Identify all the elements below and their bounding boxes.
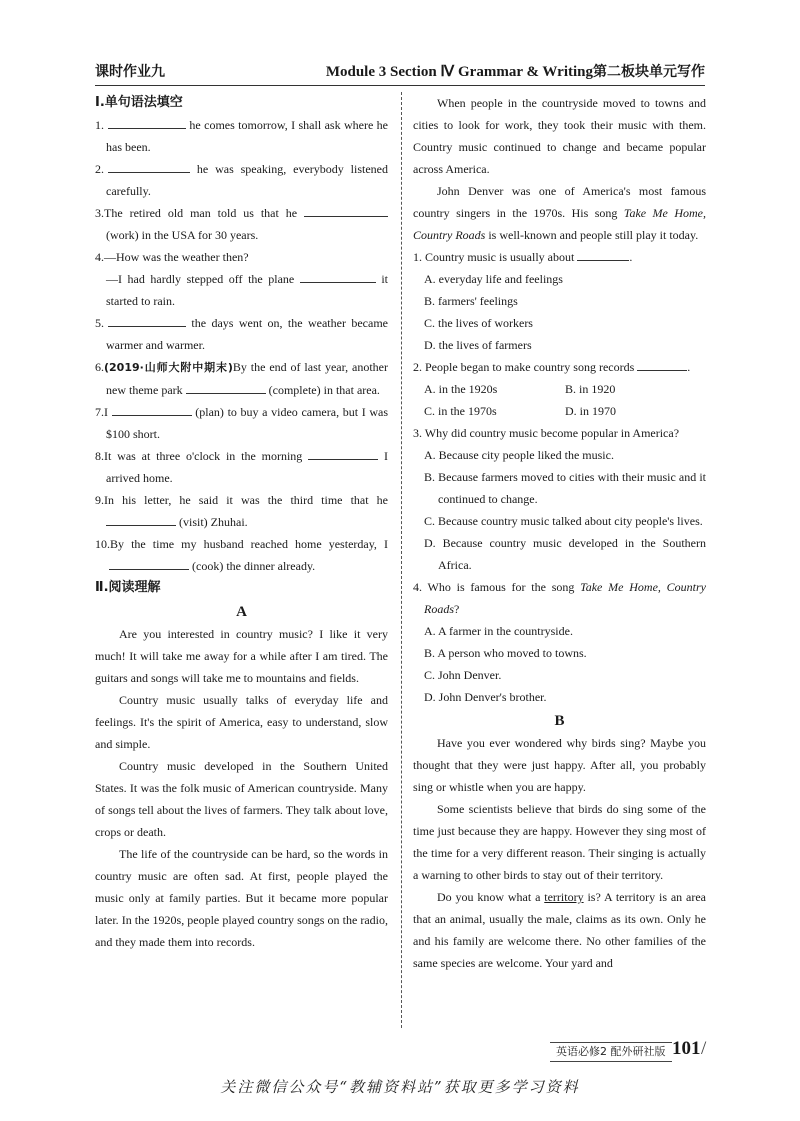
left-column <box>95 92 388 953</box>
q4-number: 4. <box>95 250 104 264</box>
q2-number: 2. <box>95 162 104 176</box>
page-slash: / <box>701 1038 707 1059</box>
r2-options-row-1 <box>413 378 706 400</box>
grammar-question-4 <box>95 246 388 312</box>
r4-song-title: Take Me Home, Country Roads <box>424 580 707 616</box>
r4-stem-end: ? <box>454 602 460 616</box>
assignment-title: 课时作业九 <box>95 64 165 80</box>
r2-option-d[interactable]: D. in 1970 <box>565 404 616 418</box>
right-column <box>413 92 706 974</box>
q2-text: he was speaking, everybody listened carefully. <box>106 162 388 198</box>
r1-option-a[interactable]: A. everyday life and feelings <box>424 272 563 286</box>
q5-text: the days went on, the weather became warmer and warmer. <box>106 316 388 352</box>
q9-blank[interactable] <box>106 511 176 526</box>
reading-question-1 <box>413 246 706 268</box>
grammar-question-1 <box>95 114 388 158</box>
module-title <box>326 61 705 81</box>
q8-number: 8. <box>95 449 104 463</box>
r1-blank[interactable] <box>577 246 629 261</box>
a-p6-start: John Denver was one of America's most famous country singers in the 1970s. His song <box>413 184 706 220</box>
q4-text-after: it started to rain. <box>106 272 388 308</box>
q9-text-before: In his letter, he said it was the third time that he <box>104 493 388 507</box>
q5-number: 5. <box>95 316 104 330</box>
header-rule <box>95 85 705 86</box>
q6-number: 6. <box>95 360 104 374</box>
q3-text-after: (work) in the USA for 30 years. <box>106 228 259 242</box>
r1-option-d[interactable]: D. the lives of farmers <box>424 338 532 352</box>
grammar-question-8 <box>95 445 388 489</box>
q4-line1: —How was the weather then? <box>104 250 249 264</box>
q2-blank[interactable] <box>108 158 190 173</box>
r4-option-c[interactable]: C. John Denver. <box>424 668 502 682</box>
q1-text: he comes tomorrow, I shall ask where he has been. <box>106 118 388 154</box>
q3-blank[interactable] <box>304 202 388 217</box>
a-p6-end: is well-known and people still play it today. <box>485 228 699 242</box>
section2-title: Ⅱ.阅读理解 <box>95 580 161 595</box>
passage-a-title: A <box>236 604 247 620</box>
passage-b-paragraph-2: Some scientists believe that birds do sing some of the time just because they are happy. However they sing most of the time for a very different reason. Their singing is actually a warning to other birds to stay out of their territory. <box>413 802 706 882</box>
q7-text-before: I <box>104 405 112 419</box>
q7-text-after: (plan) to buy a video camera, but I was $100 short. <box>106 405 388 441</box>
grammar-question-9 <box>95 489 388 533</box>
r2-option-b[interactable]: B. in 1920 <box>565 382 616 396</box>
r1-end: . <box>629 250 633 264</box>
r4-option-b[interactable]: B. A person who moved to towns. <box>424 646 587 660</box>
page-number: 101 <box>672 1038 701 1059</box>
q9-number: 9. <box>95 493 104 507</box>
passage-a-paragraph-2: Country music usually talks of everyday life and feelings. It's the spirit of America, easy to understand, slow and simple. <box>95 693 388 751</box>
q1-number: 1. <box>95 118 104 132</box>
q1-blank[interactable] <box>108 114 186 129</box>
r3-option-d[interactable]: D. Because country music developed in the Southern Africa. <box>424 536 706 572</box>
r2-option-a[interactable]: A. in the 1920s <box>424 382 498 396</box>
r2-stem: 2. People began to make country song records <box>413 360 638 374</box>
q4-blank[interactable] <box>300 268 376 283</box>
grammar-question-5 <box>95 312 388 356</box>
q6-text-after: (complete) in that area. <box>265 383 380 397</box>
section1-title: Ⅰ.单句语法填空 <box>95 95 183 110</box>
r2-option-c[interactable]: C. in the 1970s <box>424 404 497 418</box>
grammar-question-6 <box>95 356 388 401</box>
q6-source: (2019·山师大附中期末) <box>104 361 233 374</box>
r3-option-b[interactable]: B. Because farmers moved to cities with their music and it continued to change. <box>424 470 706 506</box>
underlined-word-territory: territory <box>544 890 584 904</box>
r3-option-a[interactable]: A. Because city people liked the music. <box>424 448 614 462</box>
q6-blank[interactable] <box>186 379 266 394</box>
passage-a-paragraph-1: Are you interested in country music? I like it very much! It will take me away for a while after I am tired. The guitars and songs will take me to mountains and fields. <box>95 627 388 685</box>
book-badge: 英语必修2 配外研社版 <box>550 1042 672 1062</box>
module-title-cn: 第二板块单元写作 <box>593 64 705 80</box>
grammar-question-2 <box>95 158 388 202</box>
page-header <box>95 61 705 83</box>
passage-b-paragraph-3 <box>413 886 706 974</box>
promo-text: 关注微信公众号“教辅资料站”获取更多学习资料 <box>220 1078 580 1096</box>
r1-option-c[interactable]: C. the lives of workers <box>424 316 533 330</box>
q10-number: 10. <box>95 537 110 551</box>
q6-text-before: By the end of last year, another new theme park <box>106 360 388 397</box>
r4-option-d[interactable]: D. John Denver's brother. <box>424 690 547 704</box>
song-title: Take Me Home, Country Roads <box>413 206 706 242</box>
q7-blank[interactable] <box>112 401 192 416</box>
r2-blank[interactable] <box>637 356 687 371</box>
r4-stem-start: 4. Who is famous for the song <box>413 580 581 594</box>
passage-b-title: B <box>554 713 565 729</box>
q8-text-after: I arrived home. <box>106 449 388 485</box>
q3-number: 3. <box>95 206 104 220</box>
module-title-en: Module 3 Section Ⅳ Grammar & Writing <box>325 64 593 80</box>
q8-blank[interactable] <box>308 445 378 460</box>
q7-number: 7. <box>95 405 104 419</box>
reading-question-4 <box>413 576 706 620</box>
passage-a-paragraph-4: The life of the countryside can be hard, so the words in country music are often sad. At first, people played the music only at family parties. But it became more popular later. In the 1920s, people played country songs on the radio, and they made them into records. <box>95 847 388 949</box>
reading-question-3: 3. Why did country music become popular in America? <box>413 426 680 440</box>
grammar-question-3 <box>95 202 388 246</box>
r4-option-a[interactable]: A. A farmer in the countryside. <box>424 624 573 638</box>
q8-text-before: It was at three o'clock in the morning <box>104 449 309 463</box>
passage-a-paragraph-6 <box>413 180 706 246</box>
b-p3-start: Do you know what a <box>437 890 545 904</box>
reading-question-2 <box>413 356 706 378</box>
grammar-question-10 <box>95 533 388 577</box>
q9-text-after: (visit) Zhuhai. <box>176 515 248 529</box>
r2-options-row-2 <box>413 400 706 422</box>
passage-a-paragraph-3: Country music developed in the Southern United States. It was the folk music of American countryside. Many of songs tell about the lives of farmers. They talk about love, crops or death. <box>95 759 388 839</box>
grammar-question-7 <box>95 401 388 445</box>
q10-blank[interactable] <box>109 555 189 570</box>
b-p3-end: is? A territory is an area that an animal, usually the male, claims as its own. Only he and his family are welcome there. No other families of the same species are welcome. Your yard and <box>413 890 707 970</box>
r1-stem: 1. Country music is usually about <box>413 250 578 264</box>
r3-option-c[interactable]: C. Because country music talked about city people's lives. <box>424 514 703 528</box>
q5-blank[interactable] <box>108 312 186 327</box>
r1-option-b[interactable]: B. farmers' feelings <box>424 294 518 308</box>
passage-a-paragraph-5: When people in the countryside moved to towns and cities to look for work, they took their music with them. Country music continued to change and became popular across America. <box>413 96 706 176</box>
q3-text-before: The retired old man told us that he <box>104 206 304 220</box>
column-divider <box>401 92 402 1028</box>
passage-b-paragraph-1: Have you ever wondered why birds sing? Maybe you thought that they were just happy. After all, you probably sing or whistle when you are happy. <box>413 736 706 794</box>
q10-text-after: (cook) the dinner already. <box>189 559 316 573</box>
r2-end: . <box>687 360 691 374</box>
q4-text-before: —I had hardly stepped off the plane <box>106 272 300 286</box>
q10-text-before: By the time my husband reached home yesterday, I <box>110 537 388 551</box>
